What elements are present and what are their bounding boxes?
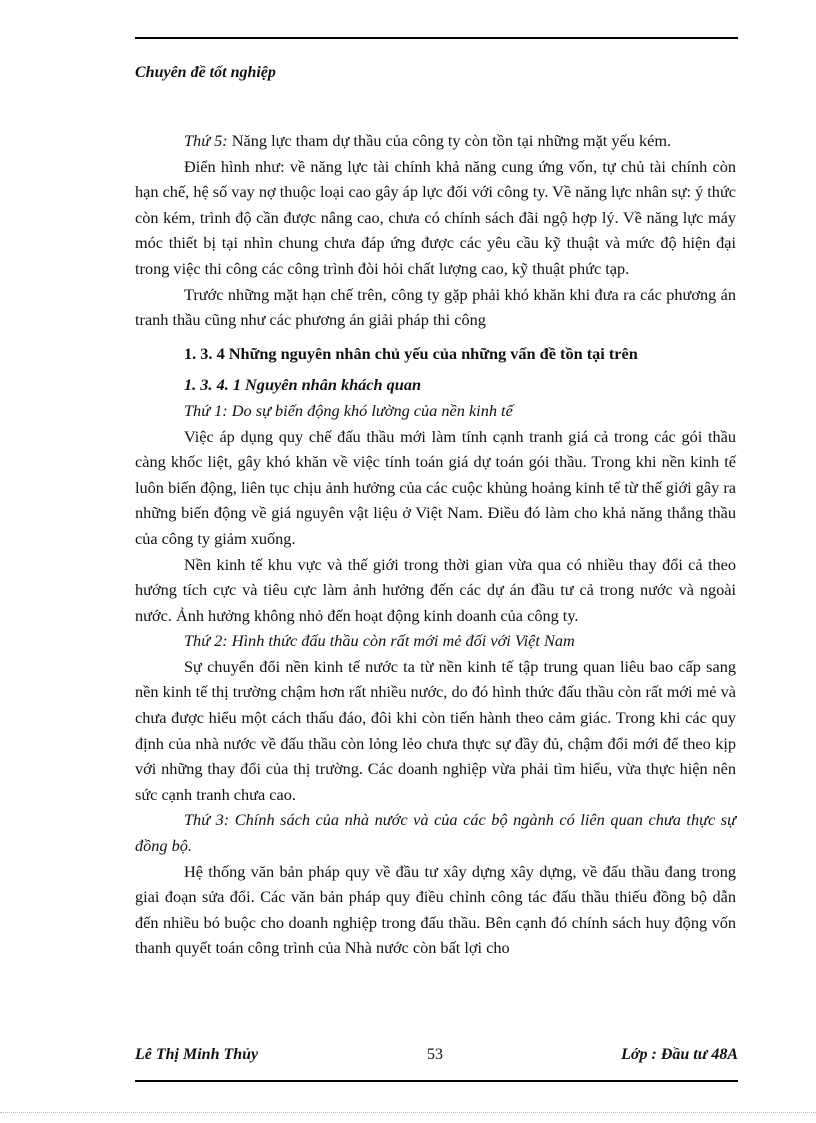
paragraph-viec-ap-dung: Việc áp dụng quy chế đấu thầu mới làm tính cạnh tranh giá cả trong các gói thầu càng khốc liệt, gây khó khăn về việc tính toán giá dự toán gói thầu. Trong khi nền kinh tế luôn biến động, liên tục chịu ảnh hưởng của các cuộc khủng hoảng kinh tế từ thế giới gây ra những biến động về giá nguyên vật liệu ở Việt Nam. Điều đó làm cho khả năng thắng thầu của công ty giảm xuống.	[135, 426, 736, 548]
page-number: 53	[427, 1046, 443, 1063]
paragraph-truoc-nhung: Trước những mặt hạn chế trên, công ty gặp phải khó khăn khi đưa ra các phương án tranh thầu cũng như các phương án giải pháp thi công	[135, 284, 736, 330]
section-heading-1-3-4: 1. 3. 4 Những nguyên nhân chủ yếu của những vấn đề tồn tại trên	[184, 343, 638, 363]
cause-thu-2: Thứ 2: Hình thức đấu thầu còn rất mới mẻ đối với Việt Nam	[184, 631, 575, 651]
section-heading-1-3-4-1: 1. 3. 4. 1 Nguyên nhân khách quan	[184, 375, 422, 395]
paragraph-nen-kinh-te: Nền kinh tế khu vực và thế giới trong thời gian vừa qua có nhiều thay đổi cả theo hướng tích cực và tiêu cực làm ảnh hưởng đến các dự án đầu tư cả trong nước và ngoài nước. Ảnh hưởng không nhỏ đến hoạt động kinh doanh của công ty.	[135, 554, 736, 625]
paragraph-su-chuyen-doi: Sự chuyển đổi nền kinh tế nước ta từ nền kinh tế tập trung quan liêu bao cấp sang nền kinh tế thị trường chậm hơn rất nhiều nước, do đó hình thức đấu thầu còn rất mới mẻ và chưa được hiểu một cách thấu đáo, đôi khi còn tiến hành theo cảm giác. Trong khi các quy định của nhà nước về đấu thầu còn lỏng lẻo chưa thực sự đầy đủ, chậm đổi mới để theo kịp với những thay đổi của thị trường. Các doanh nghiệp vừa phải tìm hiểu, vừa thực hiện nên sức cạnh tranh chưa cao.	[135, 656, 736, 804]
cause-thu-3: Thứ 3: Chính sách của nhà nước và của các bộ ngành có liên quan chưa thực sự đồng bộ.	[135, 810, 736, 856]
paragraph-he-thong: Hệ thống văn bản pháp quy về đầu tư xây dựng xây dựng, về đấu thầu đang trong giai đoạn sửa đổi. Các văn bản pháp quy điều chỉnh công tác đấu thầu thiếu đồng bộ dẫn đến nhiều bó buộc cho doanh nghiệp trong đấu thầu. Bên cạnh đó chính sách huy động vốn thanh quyết toán công trình của Nhà nước còn bất lợi cho	[135, 861, 736, 958]
page-footer	[135, 1046, 738, 1068]
footer-class: Lớp : Đầu tư 48A	[621, 1046, 738, 1063]
document-body	[135, 128, 736, 961]
footer-rule	[135, 1080, 738, 1082]
thu-5-label: Thứ 5:	[184, 131, 228, 150]
header-title: Chuyên đề tốt nghiệp	[135, 64, 276, 81]
paragraph-dien-hinh: Điển hình như: về năng lực tài chính khả năng cung ứng vốn, tự chủ tài chính còn hạn chế, hệ số vay nợ thuộc loại cao gây áp lực đối với công ty. Về năng lực nhân sự: ý thức còn kém, trình độ cần được nâng cao, chưa có chính sách đãi ngộ hợp lý. Về năng lực máy móc thiết bị tại nhìn chung chưa đáp ứng được các yêu cầu kỹ thuật và mức độ hiện đại trong việc thi công các công trình đòi hỏi chất lượng cao, kỹ thuật phức tạp.	[135, 156, 736, 278]
cause-thu-1: Thứ 1: Do sự biến động khó lường của nền kinh tế	[184, 400, 513, 420]
page-edge-dotted-line	[0, 1112, 816, 1113]
thu-5-text: Năng lực tham dự thầu của công ty còn tồn tại những mặt yếu kém.	[227, 131, 672, 150]
header-rule	[135, 37, 738, 39]
paragraph-thu-5	[135, 128, 736, 154]
footer-author: Lê Thị Minh Thủy	[135, 1046, 259, 1063]
